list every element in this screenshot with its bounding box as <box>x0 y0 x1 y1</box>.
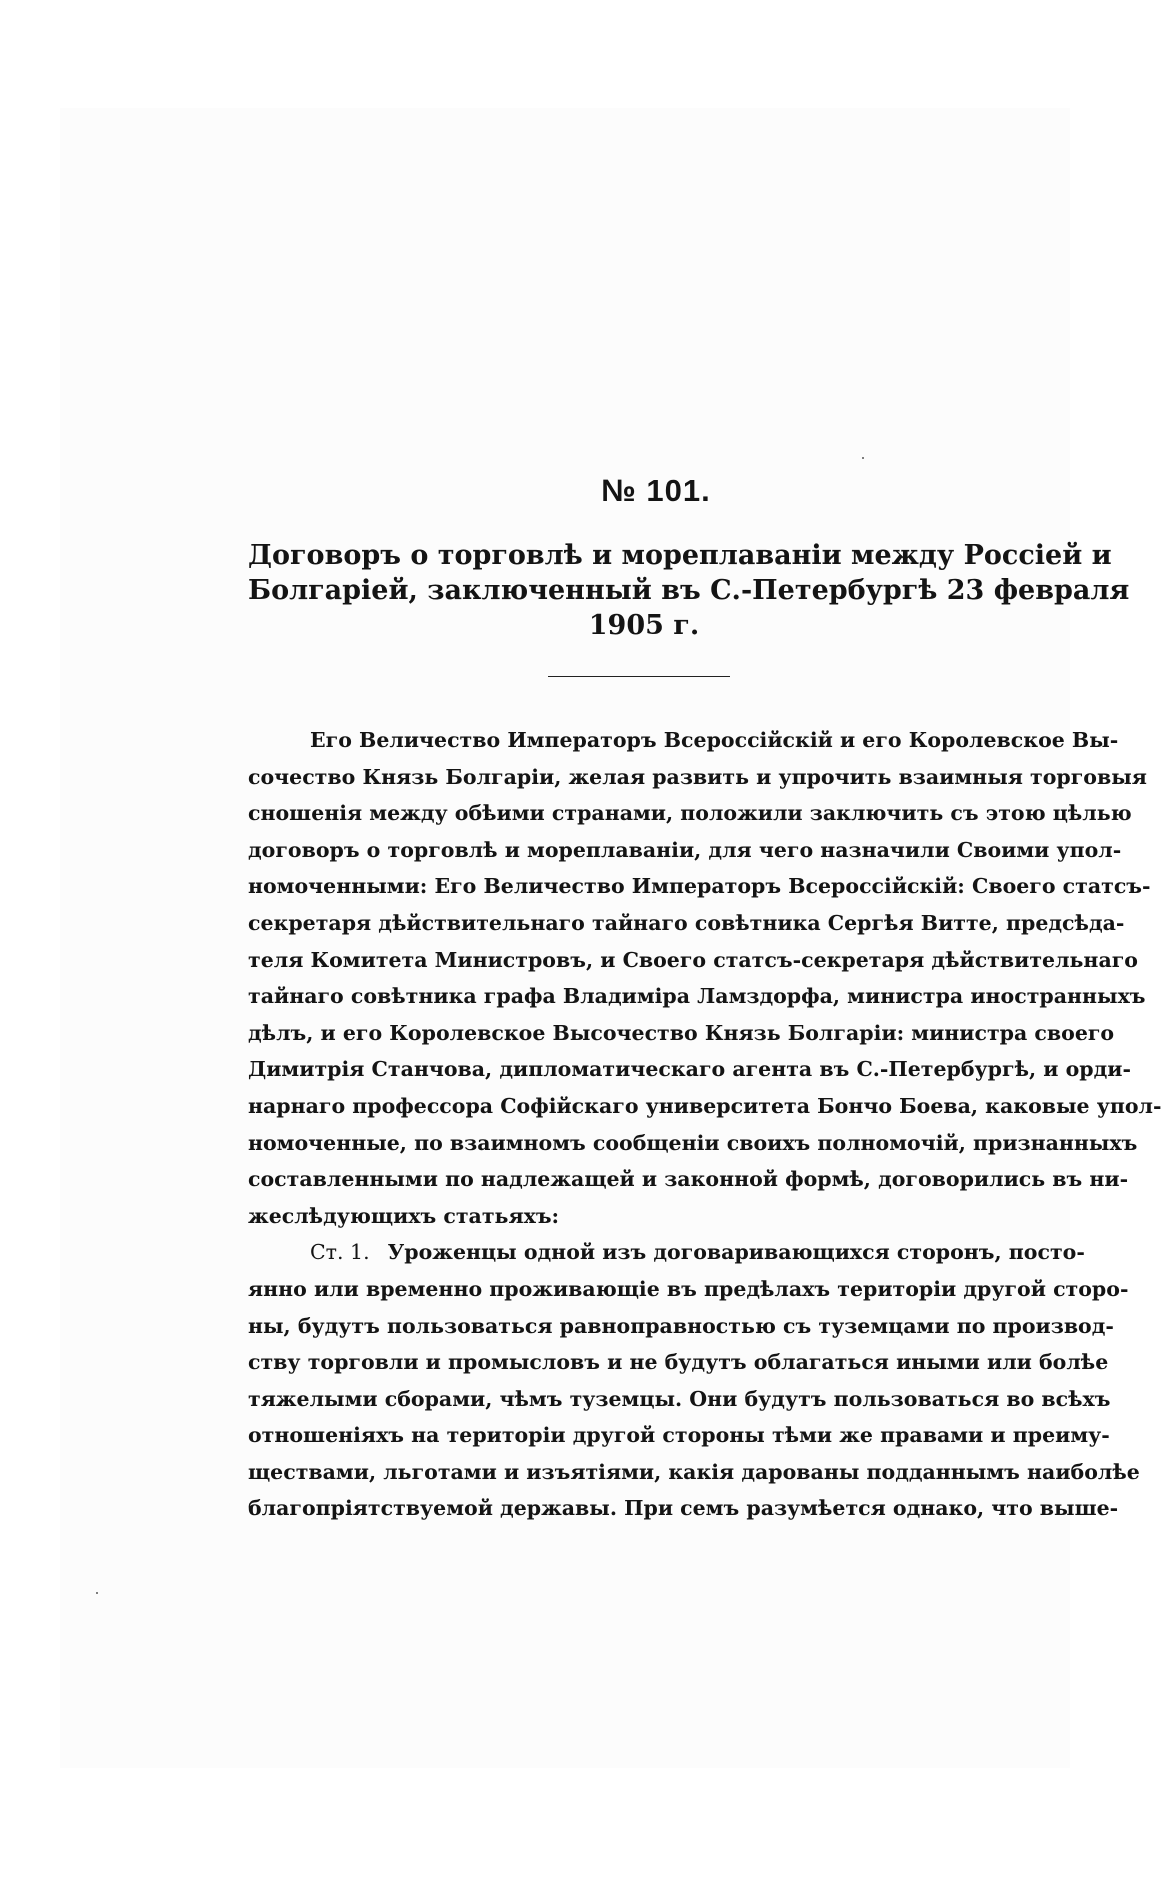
body-line: отношеніяхъ на територіи другой стороны тѣми же правами и преиму- <box>248 1423 1110 1448</box>
body-line: тяжелыми сборами, чѣмъ туземцы. Они будутъ пользоваться во всѣхъ <box>248 1386 1111 1411</box>
body-line: нарнаго профессора Софійскаго университета Бончо Боева, каковые упол- <box>248 1093 1161 1118</box>
title-line: Болгаріей, заключенный въ С.-Петербургѣ 23 февраля <box>248 575 1130 606</box>
body-line: составленными по надлежащей и законной формѣ, договорились въ ни- <box>248 1167 1129 1192</box>
article-first-line <box>248 1234 1085 1271</box>
scan-speck <box>862 457 864 459</box>
body-line: номоченные, по взаимномъ сообщеніи своихъ полномочій, признанныхъ <box>248 1130 1138 1155</box>
scan-speck <box>96 1592 98 1594</box>
body-line: секретаря дѣйствительнаго тайнаго совѣтника Сергѣя Витте, предсѣда- <box>248 910 1125 935</box>
document-number: № 101. <box>601 473 711 508</box>
body-line: благопріятствуемой державы. При семъ разумѣется однако, что выше- <box>248 1496 1119 1521</box>
body-line: ству торговли и промысловъ и не будутъ облагаться иными или болѣе <box>248 1350 1109 1375</box>
body-line: тайнаго совѣтника графа Владиміра Ламздорфа, министра иностранныхъ <box>248 984 1146 1009</box>
title-line: Договоръ о торговлѣ и мореплаваніи между Россіей и <box>248 540 1112 571</box>
article-text: Уроженцы одной изъ договаривающихся сторонъ, посто- <box>387 1240 1085 1265</box>
body-line: сношенія между обѣими странами, положили заключить съ этою цѣлью <box>248 801 1132 826</box>
document-title <box>248 538 1130 643</box>
body-line: ществами, льготами и изъятіями, какія дарованы подданнымъ наиболѣе <box>248 1459 1140 1484</box>
body-line: жеслѣдующихъ статьяхъ: <box>248 1203 560 1228</box>
body-line: договоръ о торговлѣ и мореплаваніи, для чего назначили Своими упол- <box>248 837 1122 862</box>
body-line: дѣлъ, и его Королевское Высочество Князь Болгаріи: министра своего <box>248 1020 1115 1045</box>
title-line: 1905 г. <box>588 610 700 641</box>
body-line: Его Величество Императоръ Всероссійскій и его Королевское Вы- <box>310 728 1119 752</box>
document-body <box>248 722 1161 1527</box>
preamble-paragraph <box>248 722 1161 1234</box>
body-line: янно или временно проживающіе въ предѣлахъ територіи другой сторо- <box>248 1276 1129 1301</box>
body-line: сочество Князь Болгаріи, желая развить и упрочить взаимныя торговыя <box>248 764 1147 789</box>
body-line: ны, будутъ пользоваться равноправностью съ туземцами по производ- <box>248 1313 1114 1338</box>
article-1 <box>248 1234 1140 1527</box>
title-divider <box>548 676 730 677</box>
body-line: Димитрія Станчова, дипломатическаго агента въ С.-Петербургѣ, и орди- <box>248 1057 1131 1082</box>
body-line: номоченными: Его Величество Императоръ Всероссійскій: Своего статсъ- <box>248 874 1151 899</box>
body-line: теля Комитета Министровъ, и Своего статсъ-секретаря дѣйствительнаго <box>248 947 1138 972</box>
article-label: Ст. 1. <box>310 1240 370 1265</box>
